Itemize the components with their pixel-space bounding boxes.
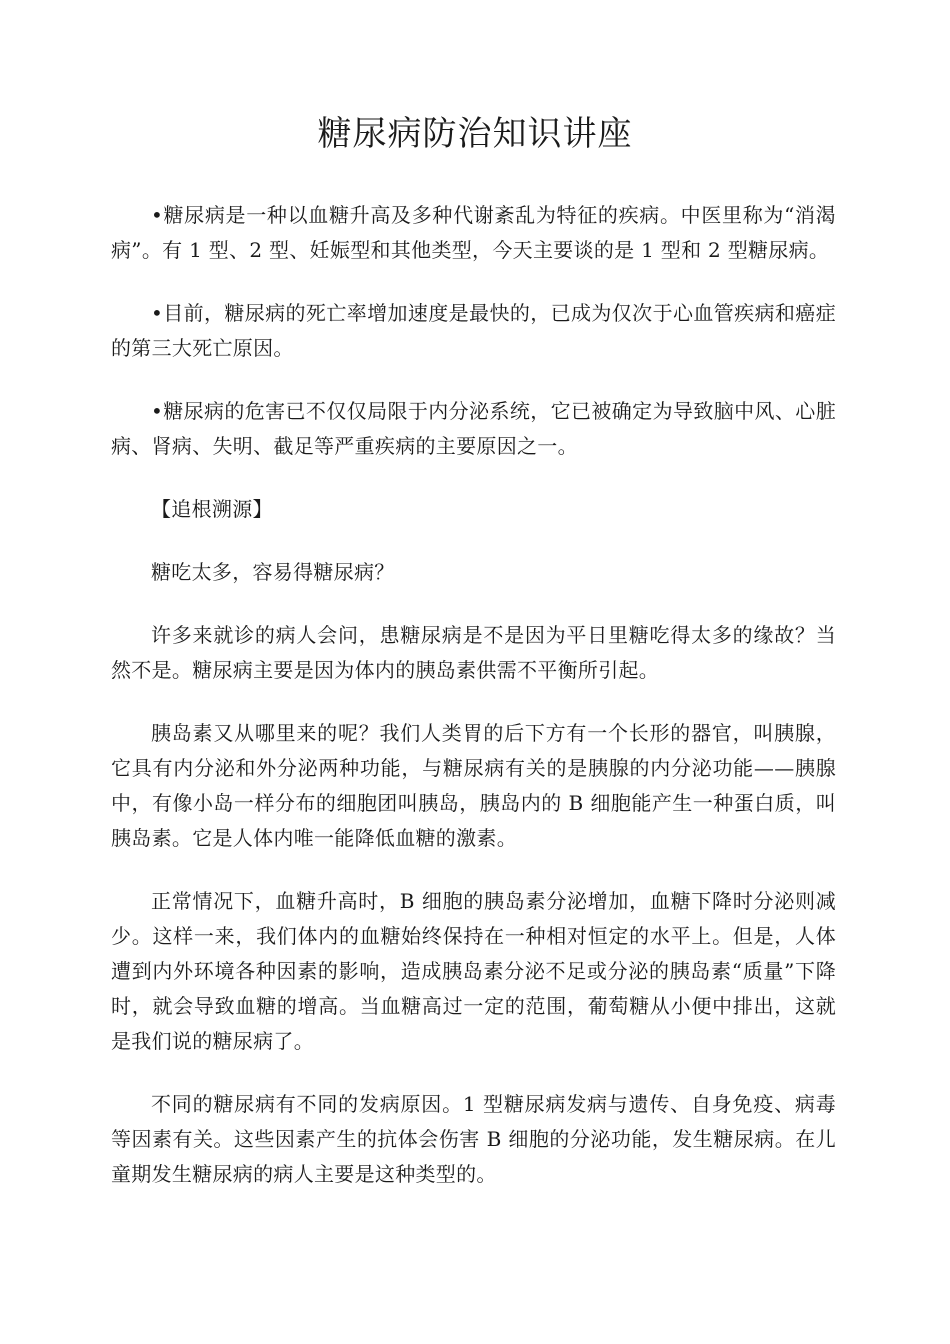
paragraph-4: 许多来就诊的病人会问，患糖尿病是不是因为平日里糖吃得太多的缘故？当然不是。糖尿病主要是因为体内的胰岛素供需不平衡所引起。	[111, 623, 836, 682]
paragraph-7: 不同的糖尿病有不同的发病原因。1 型糖尿病发病与遗传、自身免疫、病毒等因素有关。这些因素产生的抗体会伤害 B 细胞的分泌功能，发生糖尿病。在儿童期发生糖尿病的病人主要是这种类型的。	[111, 1092, 836, 1186]
section-heading: 【追根溯源】	[151, 497, 273, 521]
paragraph-2: •目前，糖尿病的死亡率增加速度是最快的，已成为仅次于心血管疾病和癌症的第三大死亡原因。	[111, 301, 836, 360]
paragraph-6: 正常情况下，血糖升高时，B 细胞的胰岛素分泌增加，血糖下降时分泌则减少。这样一来，我们体内的血糖始终保持在一种相对恒定的水平上。但是，人体遭到内外环境各种因素的影响，造成胰岛素分泌不足或分泌的胰岛素“质量”下降时，就会导致血糖的增高。当血糖高过一定的范围，葡萄糖从小便中排出，这就是我们说的糖尿病了。	[111, 889, 836, 1053]
paragraph-5: 胰岛素又从哪里来的呢？我们人类胃的后下方有一个长形的器官，叫胰腺，它具有内分泌和外分泌两种功能，与糖尿病有关的是胰腺的内分泌功能——胰腺中，有像小岛一样分布的细胞团叫胰岛，胰岛内的 B 细胞能产生一种蛋白质，叫胰岛素。它是人体内唯一能降低血糖的激素。	[111, 721, 836, 850]
paragraph-3: •糖尿病的危害已不仅仅局限于内分泌系统，它已被确定为导致脑中风、心脏病、肾病、失明、截足等严重疾病的主要原因之一。	[111, 399, 836, 458]
document-title: 糖尿病防治知识讲座	[317, 114, 633, 154]
paragraph-1: •糖尿病是一种以血糖升高及多种代谢紊乱为特征的疾病。中医里称为“消渴病”。有 1 型、2 型、妊娠型和其他类型，今天主要谈的是 1 型和 2 型糖尿病。	[111, 203, 836, 262]
question-heading: 糖吃太多，容易得糖尿病？	[151, 560, 395, 584]
document-body	[111, 198, 836, 1220]
